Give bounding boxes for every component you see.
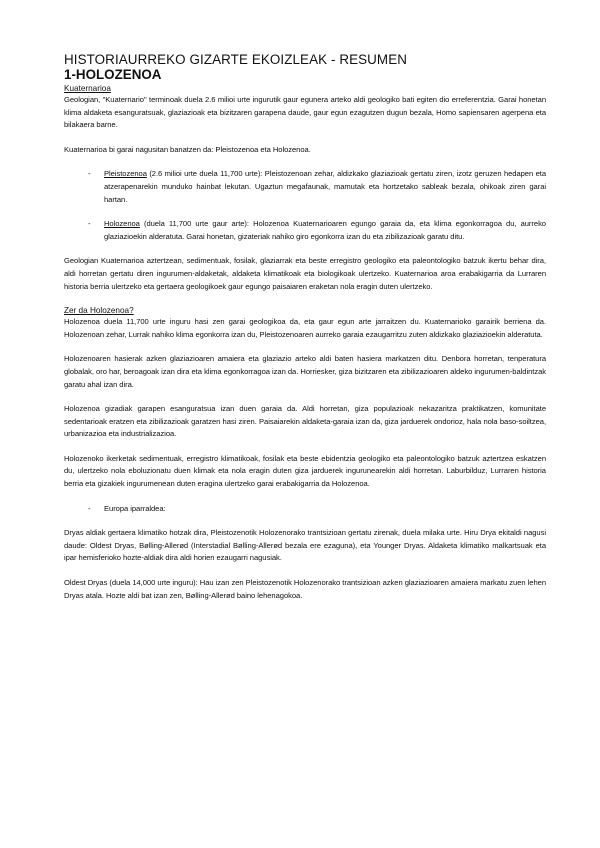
document-title: HISTORIAURREKO GIZARTE EKOIZLEAK - RESUMEN	[64, 52, 407, 67]
document-page	[64, 52, 546, 602]
list-item-text: Europa iparraldea:	[104, 503, 166, 513]
term-description: (duela 11,700 urte gaur arte): Holozenoa Kuaternarioaren egungo garaia da, eta klima egonkorragoa du, aurreko glaziazioekin alderatuta. Garai honetan, gizateriak nahiko giro egonkorra izan du eta zibilizazioak garatu ditu.	[104, 219, 546, 241]
term: Holozenoa	[104, 219, 140, 229]
holozenoa-heading: Zer da Holozenoa?	[64, 306, 134, 316]
term: Pleistozenoa	[104, 169, 147, 179]
paragraph: Geologian Kuaternarioa aztertzean, sedimentuak, fosilak, glaziarrak eta beste erregistro geologiko eta paleontologiko batzuk ikertu behar dira, aldi horretan gertatu diren ingurumen-aldaketak, aldaketa klimatikoak eta biologikoak ulertzeko. Kuaternarioa aroa erabakigarria da Lurraren historia berria ulertzeko eta gertaera geologikoek gaur egungo paisaiaren eraketan nola eragin duten ulertzeko.	[64, 256, 546, 291]
paragraph: Dryas aldiak gertaera klimatiko hotzak dira, Pleistozenotik Holozenorako trantsizioan gertatu zirenak, duela milaka urte. Hiru Drya ekitaldi nagusi daude: Oldest Dryas, Bølling-Allerød (Interstadial Bølling-Allerød bezala ere ezaguna), eta Younger Dryas. Aldaketa klimatiko malkartsuak eta ipar hemisferioko hozte-aldiak dira aldi horien ezaugarri nagusiak.	[64, 528, 546, 563]
list-item	[88, 218, 546, 243]
paragraph: Holozenoa gizadiak garapen esanguratsua izan duen garaia da. Aldi horretan, giza populazioak nekazaritza praktikatzen, komunitate sedentarioak eratzen eta zibilizazioak garatzen hasi ziren. Paisaiarekin aldaketa-garaia izan da, giza jarduerek ondorioz, hala nola baso-soiltzea, urbanizazioa eta industrializazioa.	[64, 404, 546, 439]
paragraph: Kuaternarioa bi garai nagusitan banatzen da: Pleistozenoa eta Holozenoa.	[64, 144, 311, 154]
kuaternarioa-heading: Kuaternarioa	[64, 84, 111, 93]
bullet-dash: -	[88, 219, 91, 229]
term-description: (2.6 milioi urte duela 11,700 urte): Pleistozenoan zehar, aldizkako glaziazioak gertatu ziren, izotz geruzen hedapen eta atzerapenarekin munduko hainbat lekutan. Ugaztun megafaunak, mamutak eta hortzetako sableak bezala, ohikoak ziren garai hartan.	[104, 169, 546, 204]
list-item	[88, 168, 546, 206]
list-item	[88, 503, 546, 516]
bullet-dash: -	[88, 169, 91, 179]
paragraph: Holozenoaren hasierak azken glaziazioaren amaiera eta glaziazio arteko aldi baten hasiera markatzen ditu. Denbora horretan, tenperatura globalak, oro har, beroagoak izan dira eta klima egonkorragoa izan da. Horriesker, giza bizitzaren eta zibilizazioaren aldeko ingurumen-baldintzak garatu ahal izan dira.	[64, 354, 546, 389]
paragraph: Holozenoa duela 11,700 urte inguru hasi zen garai geologikoa da, eta gaur egun arte jarraitzen du. Kuaternarioko garairik berriena da. Holozenoan zehar, Lurrak nahiko klima egonkorra izan du, Pleistozenoaren aurreko garaia ezaugarritzu zuten aldizkako glaziazioekin alderatuta.	[64, 317, 546, 339]
section-title: 1-HOLOZENOA	[64, 67, 162, 82]
paragraph: Oldest Dryas (duela 14,000 urte inguru): Hau izan zen Pleistozenotik Holozenorako trantsizioan azken glaziazioaren amaiera markatu zuen lehen Dryas atala. Hozte aldi bat izan zen, Bølling-Allerød baino lehenagokoa.	[64, 578, 546, 600]
paragraph: Geologian, "Kuaternario" terminoak duela 2.6 milioi urte ingurutik gaur egunera arteko aldi geologiko bati egiten dio erreferentzia. Garai honetan klima aldaketa esanguratsuak, glaziazioak eta bizitzaren garapena daude, gaur egun ezagutzen dugun bezala, Homo sapiensaren agerpena eta bilakaera barne.	[64, 95, 546, 130]
bullet-dash: -	[88, 503, 91, 513]
paragraph: Holozenoko ikerketak sedimentuak, erregistro klimatikoak, fosilak eta beste ebidentzia geologiko eta paleontologiko batzuk aztertzea eskatzen du, ulertzeko nola eboluzionatu duen klimak eta nola eragin duten giza jarduerek ingurunearekin aldi horretan. Laburbilduz, Lurraren historia berria eta gizakiek ingurumenean duten eragina ulertzeko garai erabakigarria da Holozenoa.	[64, 453, 546, 489]
